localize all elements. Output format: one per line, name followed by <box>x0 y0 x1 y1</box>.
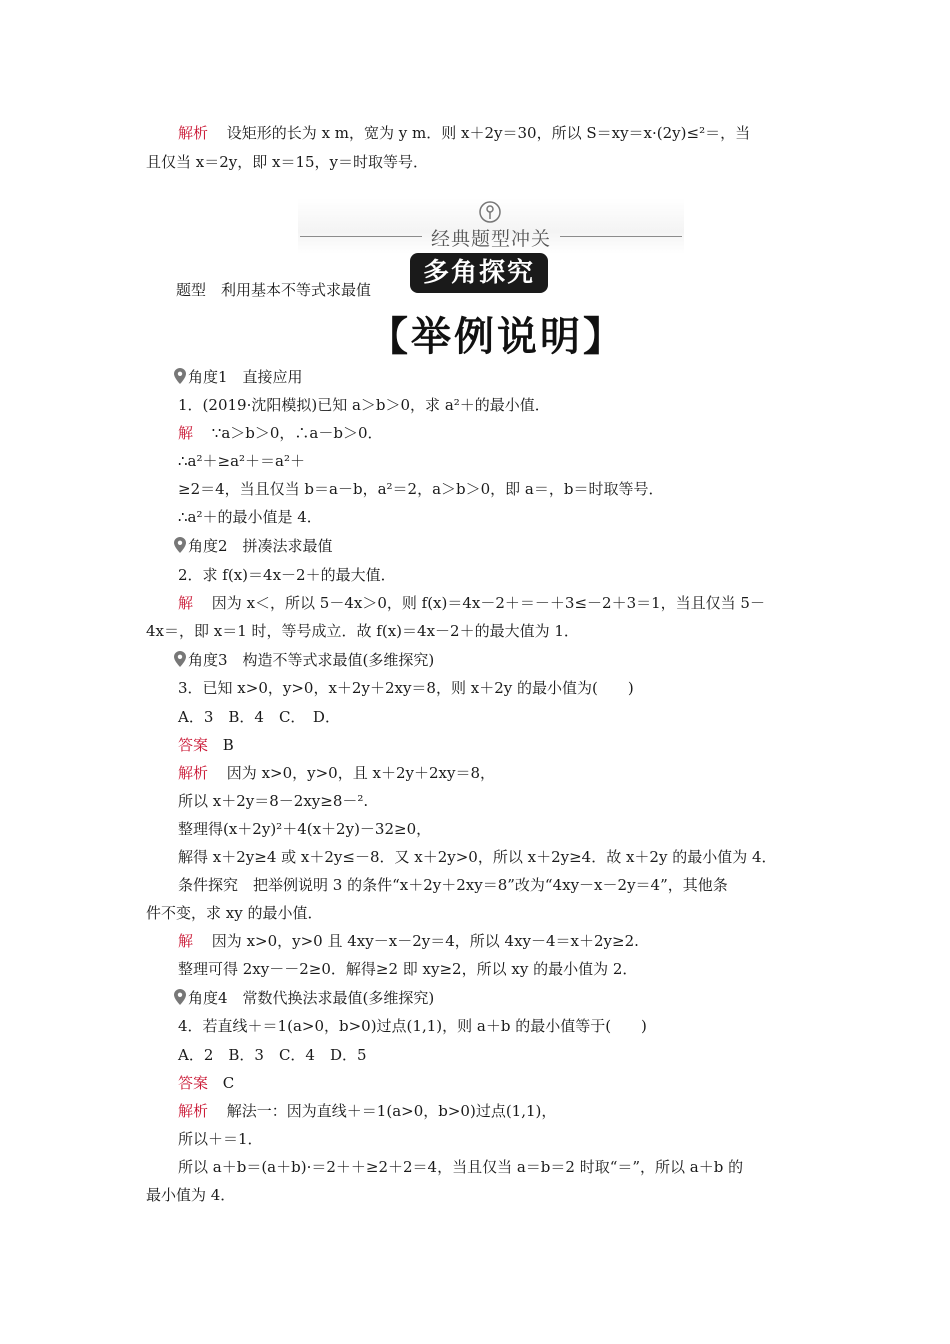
analysis-3-line-1 <box>178 763 495 783</box>
multi-angle-badge: 多角探究 <box>410 253 548 293</box>
analysis-3-line-3: 整理得(x＋2y)²＋4(x＋2y)－32≥0， <box>178 820 432 838</box>
angle-2-title-text: 角度2 拼凑法求最值 <box>188 537 333 555</box>
solution-2-text-1: 因为 x＜，所以 5－4x＞0，则 f(x)＝4x－2＋＝－＋3≤－2＋3＝1，当且仅当 5－ <box>211 594 765 612</box>
location-pin-icon <box>174 989 186 1005</box>
solution-1-text-1: ∵a＞b＞0，∴a－b＞0． <box>211 424 383 442</box>
topic-line: 题型 利用基本不等式求最值 <box>176 281 372 299</box>
question-1: 1．(2019·沈阳模拟)已知 a＞b＞0，求 a²＋的最小值． <box>178 396 550 414</box>
keyhole-icon <box>478 200 502 224</box>
angle-1-title-text: 角度1 直接应用 <box>188 368 303 386</box>
angle-2-title <box>174 536 333 556</box>
analysis-label: 解析 <box>178 1102 209 1120</box>
intro-line-2: 且仅当 x＝2y，即 x＝15，y＝时取等号． <box>146 153 429 171</box>
question-4-options: A．2 B．3 C．4 D．5 <box>178 1046 367 1064</box>
examples-heading: 【举例说明】 <box>368 314 626 360</box>
analysis-3-text-1: 因为 x>0，y>0，且 x＋2y＋2xy＝8， <box>226 764 495 782</box>
ext-solution-line-1 <box>178 931 639 951</box>
question-4: 4．若直线＋＝1(a>0，b>0)过点(1,1)，则 a＋b 的最小值等于( ) <box>178 1017 647 1035</box>
angle-4-title <box>174 988 434 1008</box>
answer-label: 答案 <box>178 736 209 754</box>
analysis-4-line-3: 所以 a＋b＝(a＋b)·＝2＋＋≥2＋2＝4，当且仅当 a＝b＝2 时取“＝”，所以 a＋b 的 <box>178 1158 744 1176</box>
question-3: 3．已知 x>0，y>0，x＋2y＋2xy＝8，则 x＋2y 的最小值为( ) <box>178 679 634 697</box>
solution-1-line-1 <box>178 423 383 443</box>
answer-4 <box>178 1073 234 1093</box>
solution-label: 解 <box>178 932 194 950</box>
answer-3 <box>178 735 234 755</box>
angle-3-title-text: 角度3 构造不等式求最值(多维探究) <box>188 651 435 669</box>
banner-title: 经典题型冲关 <box>430 228 551 250</box>
solution-label: 解 <box>178 594 194 612</box>
analysis-4-line-4: 最小值为 4． <box>146 1186 236 1204</box>
location-pin-icon <box>174 368 186 384</box>
solution-1-line-3: ≥2＝4，当且仅当 b＝a－b，a²＝2，a＞b＞0，即 a＝，b＝时取等号． <box>178 480 664 498</box>
location-pin-icon <box>174 537 186 553</box>
solution-2-line-1 <box>178 593 765 613</box>
angle-1-title <box>174 367 303 387</box>
analysis-3-line-4: 解得 x＋2y≥4 或 x＋2y≤－8．又 x＋2y>0，所以 x＋2y≥4．故 x＋2y 的最小值为 4． <box>178 848 777 866</box>
analysis-label: 解析 <box>178 124 209 142</box>
ext-solution-line-2: 整理可得 2xy－－2≥0．解得≥2 即 xy≥2，所以 xy 的最小值为 2． <box>178 960 638 978</box>
location-pin-icon <box>174 651 186 667</box>
solution-label: 解 <box>178 424 194 442</box>
intro-text-1: 设矩形的长为 x m，宽为 y m．则 x＋2y＝30，所以 S＝xy＝x·(2y)≤²＝，当 <box>226 124 751 142</box>
ext-solution-text-1: 因为 x>0，y>0 且 4xy－x－2y＝4，所以 4xy－4＝x＋2y≥2. <box>211 932 639 950</box>
question-2: 2．求 f(x)＝4x－2＋的最大值． <box>178 566 396 584</box>
analysis-4-line-2: 所以＋＝1． <box>178 1130 263 1148</box>
analysis-3-line-2: 所以 x＋2y＝8－2xy≥8－². <box>178 792 369 810</box>
extension-line-1: 条件探究 把举例说明 3 的条件“x＋2y＋2xy＝8”改为“4xy－x－2y＝4”，其他条 <box>178 876 728 894</box>
answer-3-value: B <box>222 736 234 754</box>
section-banner <box>298 198 684 254</box>
analysis-label: 解析 <box>178 764 209 782</box>
solution-1-line-2: ∴a²＋≥a²＋＝a²＋ <box>178 452 305 470</box>
solution-2-line-2: 4x＝，即 x＝1 时，等号成立．故 f(x)＝4x－2＋的最大值为 1． <box>146 622 579 640</box>
extension-line-2: 件不变，求 xy 的最小值． <box>146 904 323 922</box>
analysis-4-line-1 <box>178 1101 556 1121</box>
solution-1-line-4: ∴a²＋的最小值是 4． <box>178 508 322 526</box>
intro-line-1 <box>178 123 750 143</box>
answer-label: 答案 <box>178 1074 209 1092</box>
analysis-4-text-1: 解法一：因为直线＋＝1(a>0，b>0)过点(1,1)， <box>226 1102 557 1120</box>
question-3-options: A．3 B．4 C． D． <box>178 708 340 726</box>
angle-3-title <box>174 650 434 670</box>
answer-4-value: C <box>222 1074 235 1092</box>
angle-4-title-text: 角度4 常数代换法求最值(多维探究) <box>188 989 435 1007</box>
